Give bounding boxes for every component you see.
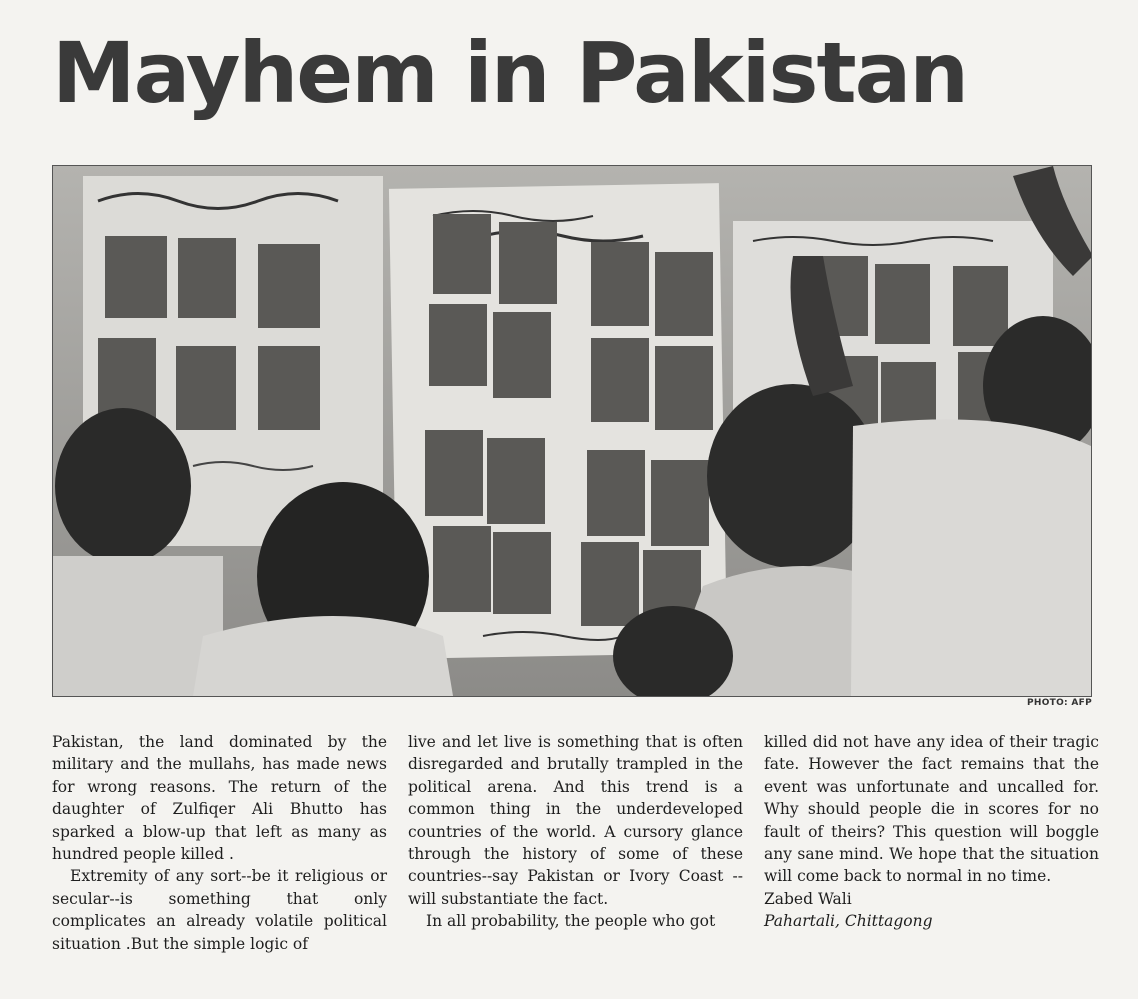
- article-column-2: [408, 731, 743, 933]
- article-column-1: [52, 731, 387, 955]
- article-paragraph: live and let live is something that is often disregarded and brutally trampled in the political arena. And this trend is a common thing in the underdeveloped countries of the world. A cursory glance through the history of some of these countries--say Pakistan or Ivory Coast -- will substantiate the fact.: [408, 733, 743, 908]
- article-column-3: [764, 731, 1099, 933]
- article-paragraph: killed did not have any idea of their tragic fate. However the fact remains that the event was unfortunate and uncalled for. Why should people die in scores for no fault of theirs? This question will boggle any sane mind. We hope that the situation will come back to normal in no time.: [764, 733, 1099, 886]
- news-photo: [52, 165, 1092, 697]
- author-location: Pahartali, Chittagong: [764, 912, 933, 931]
- article-paragraph: Pakistan, the land dominated by the military and the mullahs, has made news for wrong reasons. The return of the daughter of Zulfiqer Ali Bhutto has sparked a blow-up that left as many as hundred people killed .: [52, 733, 387, 864]
- article-paragraph: Extremity of any sort--be it religious or secular--is something that only complicates an already volatile political situation .But the simple logic of: [52, 867, 387, 953]
- author-name: Zabed Wali: [764, 889, 852, 908]
- headline: Mayhem in Pakistan: [52, 24, 968, 122]
- article-paragraph: In all probability, the people who got: [426, 912, 716, 931]
- photo-credit: PHOTO: AFP: [1026, 698, 1092, 708]
